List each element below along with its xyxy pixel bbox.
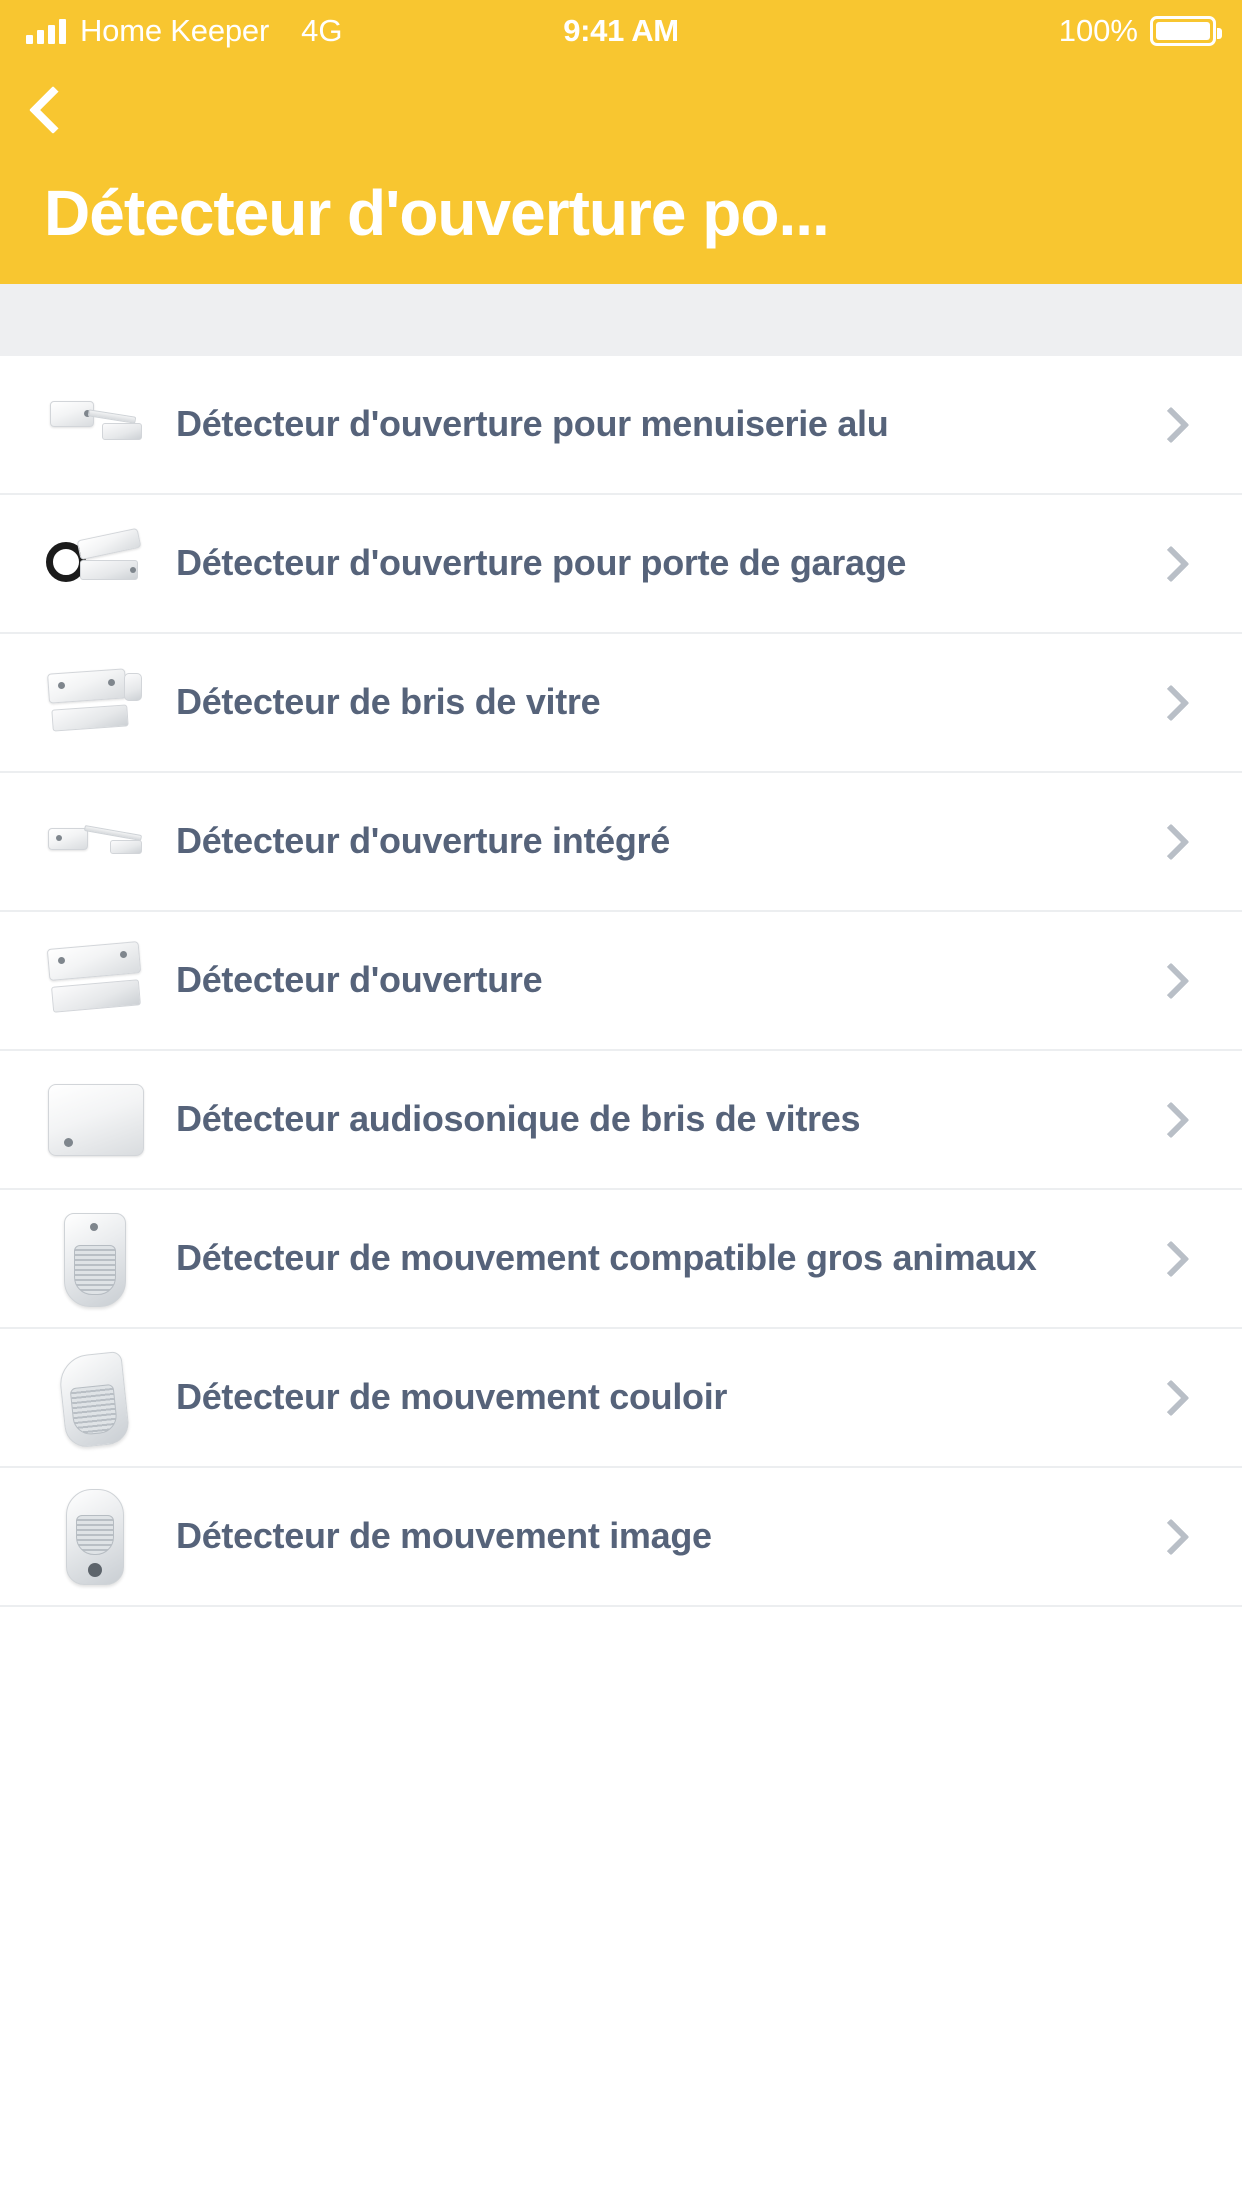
list-item-label: Détecteur d'ouverture intégré	[176, 820, 670, 862]
chevron-right-icon	[1153, 1518, 1190, 1555]
list-item[interactable]	[0, 356, 1242, 495]
clock-label: 9:41 AM	[563, 13, 679, 48]
chevron-right-icon	[1153, 406, 1190, 443]
list-item[interactable]	[0, 912, 1242, 1051]
pir-pet-motion-sensor-icon	[44, 1207, 148, 1311]
section-spacer	[0, 284, 1242, 356]
list-item-label: Détecteur audiosonique de bris de vitres	[176, 1098, 861, 1140]
list-item-label: Détecteur de mouvement couloir	[176, 1376, 728, 1418]
chevron-right-icon	[1153, 962, 1190, 999]
pir-camera-motion-sensor-icon	[44, 1485, 148, 1589]
list-item-label: Détecteur d'ouverture pour menuiserie alu	[176, 403, 889, 445]
pir-corridor-motion-sensor-icon	[44, 1346, 148, 1450]
app-header	[0, 62, 1242, 284]
list-item-label: Détecteur de mouvement image	[176, 1515, 712, 1557]
status-bar-right	[1059, 13, 1216, 49]
signal-bars-icon	[26, 18, 66, 44]
list-item[interactable]	[0, 1329, 1242, 1468]
contact-sensor-icon	[44, 929, 148, 1033]
battery-full-icon	[1150, 16, 1216, 46]
battery-percent-label: 100%	[1058, 13, 1138, 48]
device-list	[0, 356, 1242, 2208]
list-item[interactable]	[0, 495, 1242, 634]
chevron-left-icon	[29, 86, 77, 134]
chevron-right-icon	[1153, 1101, 1190, 1138]
carrier-label: Home Keeper	[80, 13, 270, 48]
audio-glass-break-sensor-icon	[44, 1068, 148, 1172]
chevron-right-icon	[1153, 823, 1190, 860]
list-item[interactable]	[0, 1190, 1242, 1329]
status-bar-left	[26, 13, 342, 49]
list-item-label: Détecteur d'ouverture pour porte de garage	[176, 542, 907, 584]
chevron-right-icon	[1153, 1379, 1190, 1416]
integrated-contact-sensor-icon	[44, 790, 148, 894]
list-item-label: Détecteur de bris de vitre	[176, 681, 601, 723]
status-bar	[0, 0, 1242, 62]
back-button[interactable]	[0, 62, 110, 158]
garage-door-sensor-icon	[44, 512, 148, 616]
list-item[interactable]	[0, 773, 1242, 912]
network-type-label: 4G	[301, 13, 343, 48]
list-item-label: Détecteur de mouvement compatible gros animaux	[176, 1237, 1037, 1279]
list-item[interactable]	[0, 1468, 1242, 1607]
page-title: Détecteur d'ouverture po...	[44, 177, 829, 249]
list-item[interactable]	[0, 634, 1242, 773]
chevron-right-icon	[1153, 1240, 1190, 1277]
list-item[interactable]	[0, 1051, 1242, 1190]
chevron-right-icon	[1153, 684, 1190, 721]
contact-sensor-alu-icon	[44, 373, 148, 477]
chevron-right-icon	[1153, 545, 1190, 582]
glass-break-sensor-icon	[44, 651, 148, 755]
list-item-label: Détecteur d'ouverture	[176, 959, 543, 1001]
